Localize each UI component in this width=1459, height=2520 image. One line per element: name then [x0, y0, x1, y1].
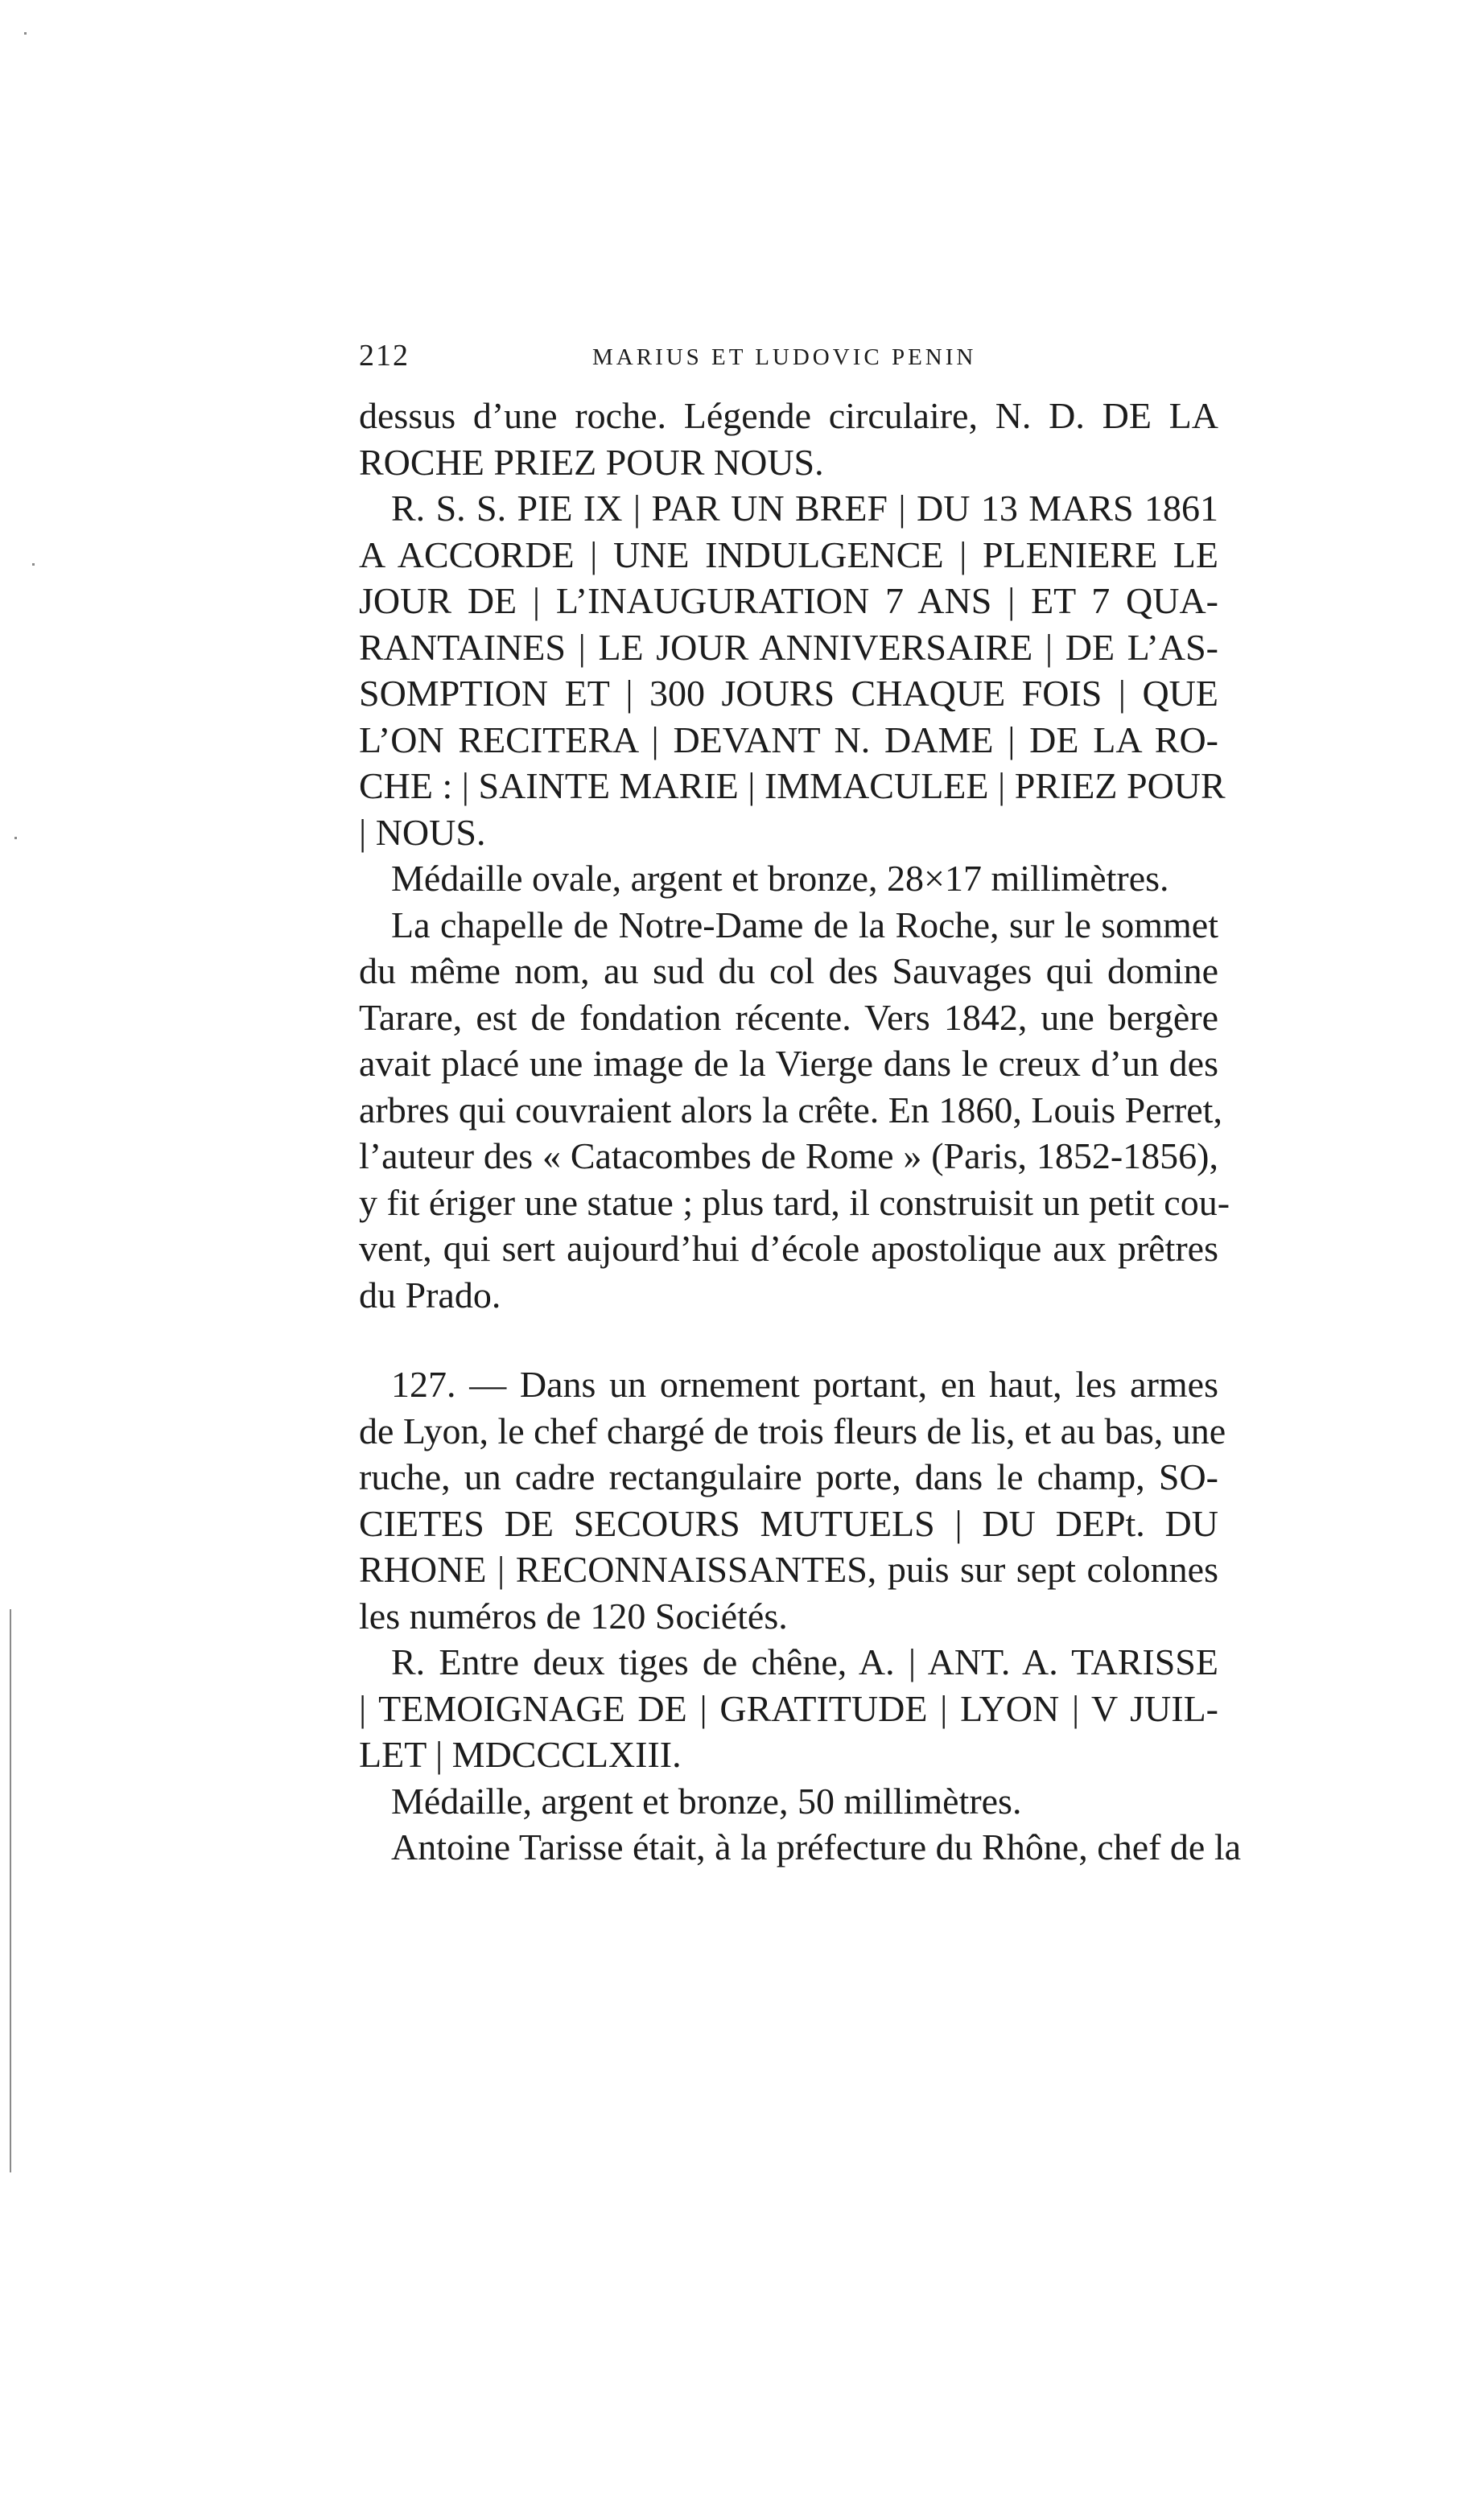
scan-margin-marks: [0, 0, 48, 2520]
text-line: CHE : | SAINTE MARIE | IMMACULEE | PRIEZ POUR: [359, 765, 1226, 806]
text-line: RANTAINES | LE JOUR ANNIVERSAIRE | DE L’AS-: [359, 626, 1218, 668]
text-line: | NOUS.: [359, 811, 486, 853]
text-line: 127. — Dans un ornement portant, en haut, les armes: [391, 1364, 1218, 1405]
text-line: du Prado.: [359, 1274, 501, 1316]
text-line: A ACCORDE | UNE INDULGENCE | PLENIERE LE: [359, 533, 1218, 575]
text-line: Médaille, argent et bronze, 50 millimètres.: [391, 1780, 1022, 1822]
scan-edge-line: [10, 1609, 11, 2172]
text-line: ruche, un cadre rectangulaire porte, dans le champ, SO-: [359, 1456, 1218, 1497]
scan-speck: [32, 563, 35, 566]
text-line: LET | MDCCCLXIII.: [359, 1734, 682, 1775]
page-number: 212: [359, 339, 410, 373]
text-line: dessus d’une roche. Légende circulaire, N. D. DE LA: [359, 395, 1218, 436]
text-line: ROCHE PRIEZ POUR NOUS.: [359, 441, 824, 483]
scan-speck: [14, 837, 17, 839]
text-line: RHONE | RECONNAISSANTES, puis sur sept colonnes: [359, 1549, 1218, 1590]
scan-speck: [24, 32, 27, 35]
text-line: avait placé une image de la Vierge dans le creux d’un des: [359, 1043, 1218, 1084]
text-line: les numéros de 120 Sociétés.: [359, 1595, 788, 1637]
text-line: du même nom, au sud du col des Sauvages qui domine: [359, 950, 1218, 991]
page-header: [359, 333, 1218, 381]
text-line: Médaille ovale, argent et bronze, 28×17 millimètres.: [391, 858, 1169, 899]
running-head: MARIUS ET LUDOVIC PENIN: [592, 344, 977, 370]
text-line: y fit ériger une statue ; plus tard, il construisit un petit cou-: [359, 1181, 1230, 1223]
text-line: R. S. S. PIE IX | PAR UN BREF | DU 13 MARS 1861: [391, 488, 1218, 529]
text-line: vent, qui sert aujourd’hui d’école apostolique aux prêtres: [359, 1228, 1218, 1269]
text-line: JOUR DE | L’INAUGURATION 7 ANS | ET 7 QUA-: [359, 580, 1218, 621]
paragraph-gap: [359, 1318, 1218, 1361]
text-line: CIETES DE SECOURS MUTUELS | DU DEPt. DU: [359, 1502, 1218, 1544]
text-line: | TEMOIGNAGE DE | GRATITUDE | LYON | V JUIL-: [359, 1687, 1218, 1729]
text-line: L’ON RECITERA | DEVANT N. DAME | DE LA RO-: [359, 719, 1218, 760]
text-line: SOMPTION ET | 300 JOURS CHAQUE FOIS | QUE: [359, 673, 1218, 714]
text-line: de Lyon, le chef chargé de trois fleurs de lis, et au bas, une: [359, 1410, 1226, 1451]
text-line: R. Entre deux tiges de chêne, A. | ANT. A. TARISSE: [391, 1641, 1218, 1682]
text-line: La chapelle de Notre-Dame de la Roche, sur le sommet: [391, 904, 1218, 945]
text-line: Antoine Tarisse était, à la préfecture du Rhône, chef de la: [391, 1826, 1242, 1867]
text-line: Tarare, est de fondation récente. Vers 1842, une bergère: [359, 996, 1218, 1038]
text-line: l’auteur des « Catacombes de Rome » (Paris, 1852-1856),: [359, 1135, 1218, 1176]
text-line: arbres qui couvraient alors la crête. En 1860, Louis Perret,: [359, 1089, 1222, 1130]
body-text: [359, 393, 1242, 1871]
